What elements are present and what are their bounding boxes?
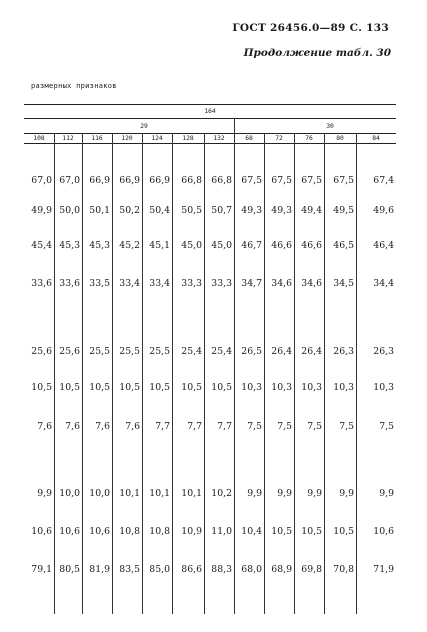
table-cell: 7,5 bbox=[379, 421, 394, 432]
table-cell: 50,0 bbox=[59, 205, 80, 216]
table-cell: 83,5 bbox=[119, 564, 140, 575]
table-cell: 10,3 bbox=[271, 382, 292, 393]
table-cell: 86,6 bbox=[181, 564, 202, 575]
table-cell: 69,8 bbox=[301, 564, 322, 575]
table-cell: 10,6 bbox=[31, 526, 52, 537]
column-header: 68 bbox=[245, 135, 253, 142]
table-cell: 10,0 bbox=[89, 488, 110, 499]
table-cell: 45,3 bbox=[89, 240, 110, 251]
table-cell: 50,2 bbox=[119, 205, 140, 216]
group-header-right: 30 bbox=[326, 123, 334, 130]
table-cell: 25,4 bbox=[211, 346, 232, 357]
column-header: 132 bbox=[213, 135, 225, 142]
table-cell: 10,6 bbox=[89, 526, 110, 537]
table-cell: 67,0 bbox=[59, 175, 80, 186]
table-cell: 34,7 bbox=[241, 278, 262, 289]
column-header: 80 bbox=[336, 135, 344, 142]
table-cell: 66,9 bbox=[89, 175, 110, 186]
column-header: 84 bbox=[372, 135, 380, 142]
table-cell: 10,5 bbox=[149, 382, 170, 393]
table-cell: 49,5 bbox=[333, 205, 354, 216]
table-cell: 45,4 bbox=[31, 240, 52, 251]
column-header: 112 bbox=[62, 135, 74, 142]
table-cell: 26,4 bbox=[271, 346, 292, 357]
table-cell: 10,6 bbox=[59, 526, 80, 537]
table-cell: 10,5 bbox=[181, 382, 202, 393]
column-header: 124 bbox=[151, 135, 163, 142]
table-cell: 25,5 bbox=[149, 346, 170, 357]
table-cell: 67,0 bbox=[31, 175, 52, 186]
column-rule bbox=[234, 118, 235, 614]
table-cell: 46,6 bbox=[301, 240, 322, 251]
table-cell: 33,3 bbox=[181, 278, 202, 289]
table-cell: 34,5 bbox=[333, 278, 354, 289]
table-cell: 7,6 bbox=[95, 421, 110, 432]
table-rule bbox=[24, 143, 396, 144]
table-cell: 7,6 bbox=[125, 421, 140, 432]
page-header: ГОСТ 26456.0—89 С. 133 bbox=[232, 22, 389, 34]
table-cell: 26,3 bbox=[373, 346, 394, 357]
table-cell: 66,8 bbox=[211, 175, 232, 186]
table-cell: 10,5 bbox=[119, 382, 140, 393]
table-cell: 33,4 bbox=[119, 278, 140, 289]
table-cell: 70,8 bbox=[333, 564, 354, 575]
table-cell: 10,1 bbox=[119, 488, 140, 499]
table-cell: 10,5 bbox=[59, 382, 80, 393]
table-cell: 10,5 bbox=[333, 526, 354, 537]
table-caption: размерных признаков bbox=[31, 82, 117, 90]
table-cell: 25,6 bbox=[31, 346, 52, 357]
table-cell: 68,0 bbox=[241, 564, 262, 575]
table-cell: 49,4 bbox=[301, 205, 322, 216]
table-cell: 33,6 bbox=[59, 278, 80, 289]
table-cell: 10,0 bbox=[59, 488, 80, 499]
table-cell: 66,9 bbox=[119, 175, 140, 186]
table-cell: 46,5 bbox=[333, 240, 354, 251]
table-cell: 10,5 bbox=[89, 382, 110, 393]
measurements-table bbox=[24, 104, 396, 614]
table-cell: 79,1 bbox=[31, 564, 52, 575]
table-cell: 7,5 bbox=[307, 421, 322, 432]
table-cell: 9,9 bbox=[37, 488, 52, 499]
table-cell: 10,3 bbox=[373, 382, 394, 393]
table-cell: 9,9 bbox=[247, 488, 262, 499]
table-cell: 10,5 bbox=[301, 526, 322, 537]
table-cell: 67,5 bbox=[333, 175, 354, 186]
table-cell: 50,4 bbox=[149, 205, 170, 216]
table-cell: 11,0 bbox=[211, 526, 232, 537]
table-cell: 33,3 bbox=[211, 278, 232, 289]
table-cell: 33,6 bbox=[31, 278, 52, 289]
table-cell: 71,9 bbox=[373, 564, 394, 575]
table-cell: 10,3 bbox=[333, 382, 354, 393]
table-cell: 9,9 bbox=[339, 488, 354, 499]
table-cell: 10,8 bbox=[149, 526, 170, 537]
table-cell: 50,7 bbox=[211, 205, 232, 216]
table-cell: 25,6 bbox=[59, 346, 80, 357]
column-header: 116 bbox=[91, 135, 103, 142]
table-cell: 45,0 bbox=[181, 240, 202, 251]
group-header-left: 29 bbox=[140, 123, 148, 130]
table-cell: 25,5 bbox=[119, 346, 140, 357]
table-cell: 10,4 bbox=[241, 526, 262, 537]
table-cell: 45,1 bbox=[149, 240, 170, 251]
table-cell: 7,6 bbox=[37, 421, 52, 432]
table-cell: 7,6 bbox=[65, 421, 80, 432]
column-header: 128 bbox=[182, 135, 194, 142]
table-continuation-label: Продолжение табл. 30 bbox=[243, 47, 391, 59]
table-cell: 45,3 bbox=[59, 240, 80, 251]
table-cell: 67,5 bbox=[301, 175, 322, 186]
table-cell: 26,4 bbox=[301, 346, 322, 357]
table-cell: 67,5 bbox=[241, 175, 262, 186]
table-cell: 34,6 bbox=[301, 278, 322, 289]
table-cell: 46,7 bbox=[241, 240, 262, 251]
table-cell: 7,7 bbox=[187, 421, 202, 432]
table-cell: 45,2 bbox=[119, 240, 140, 251]
table-cell: 10,3 bbox=[301, 382, 322, 393]
table-cell: 33,5 bbox=[89, 278, 110, 289]
column-header: 76 bbox=[305, 135, 313, 142]
table-cell: 7,7 bbox=[155, 421, 170, 432]
table-cell: 46,4 bbox=[373, 240, 394, 251]
table-cell: 9,9 bbox=[277, 488, 292, 499]
table-cell: 34,4 bbox=[373, 278, 394, 289]
table-cell: 34,6 bbox=[271, 278, 292, 289]
table-cell: 10,8 bbox=[119, 526, 140, 537]
group-header-top: 164 bbox=[204, 108, 216, 115]
column-header: 72 bbox=[275, 135, 283, 142]
table-cell: 33,4 bbox=[149, 278, 170, 289]
table-cell: 10,5 bbox=[31, 382, 52, 393]
table-rule bbox=[24, 104, 396, 105]
table-cell: 80,5 bbox=[59, 564, 80, 575]
table-cell: 49,3 bbox=[271, 205, 292, 216]
table-cell: 10,2 bbox=[211, 488, 232, 499]
table-cell: 7,5 bbox=[247, 421, 262, 432]
table-cell: 50,5 bbox=[181, 205, 202, 216]
column-header: 108 bbox=[33, 135, 45, 142]
table-cell: 10,6 bbox=[373, 526, 394, 537]
table-cell: 9,9 bbox=[379, 488, 394, 499]
table-cell: 7,7 bbox=[217, 421, 232, 432]
table-cell: 49,9 bbox=[31, 205, 52, 216]
table-cell: 85,0 bbox=[149, 564, 170, 575]
table-cell: 26,5 bbox=[241, 346, 262, 357]
table-cell: 50,1 bbox=[89, 205, 110, 216]
table-cell: 66,8 bbox=[181, 175, 202, 186]
table-cell: 67,4 bbox=[373, 175, 394, 186]
table-cell: 10,9 bbox=[181, 526, 202, 537]
table-cell: 7,5 bbox=[277, 421, 292, 432]
table-cell: 49,6 bbox=[373, 205, 394, 216]
table-cell: 88,3 bbox=[211, 564, 232, 575]
table-cell: 81,9 bbox=[89, 564, 110, 575]
table-cell: 25,5 bbox=[89, 346, 110, 357]
table-cell: 7,5 bbox=[339, 421, 354, 432]
table-cell: 10,1 bbox=[181, 488, 202, 499]
table-cell: 10,5 bbox=[211, 382, 232, 393]
table-cell: 46,6 bbox=[271, 240, 292, 251]
table-cell: 25,4 bbox=[181, 346, 202, 357]
table-cell: 26,3 bbox=[333, 346, 354, 357]
table-cell: 9,9 bbox=[307, 488, 322, 499]
table-cell: 10,3 bbox=[241, 382, 262, 393]
table-rule bbox=[24, 133, 396, 134]
column-header: 120 bbox=[121, 135, 133, 142]
table-cell: 10,1 bbox=[149, 488, 170, 499]
table-cell: 67,5 bbox=[271, 175, 292, 186]
table-cell: 10,5 bbox=[271, 526, 292, 537]
table-cell: 45,0 bbox=[211, 240, 232, 251]
table-rule bbox=[24, 118, 396, 119]
table-cell: 49,3 bbox=[241, 205, 262, 216]
table-cell: 66,9 bbox=[149, 175, 170, 186]
table-cell: 68,9 bbox=[271, 564, 292, 575]
